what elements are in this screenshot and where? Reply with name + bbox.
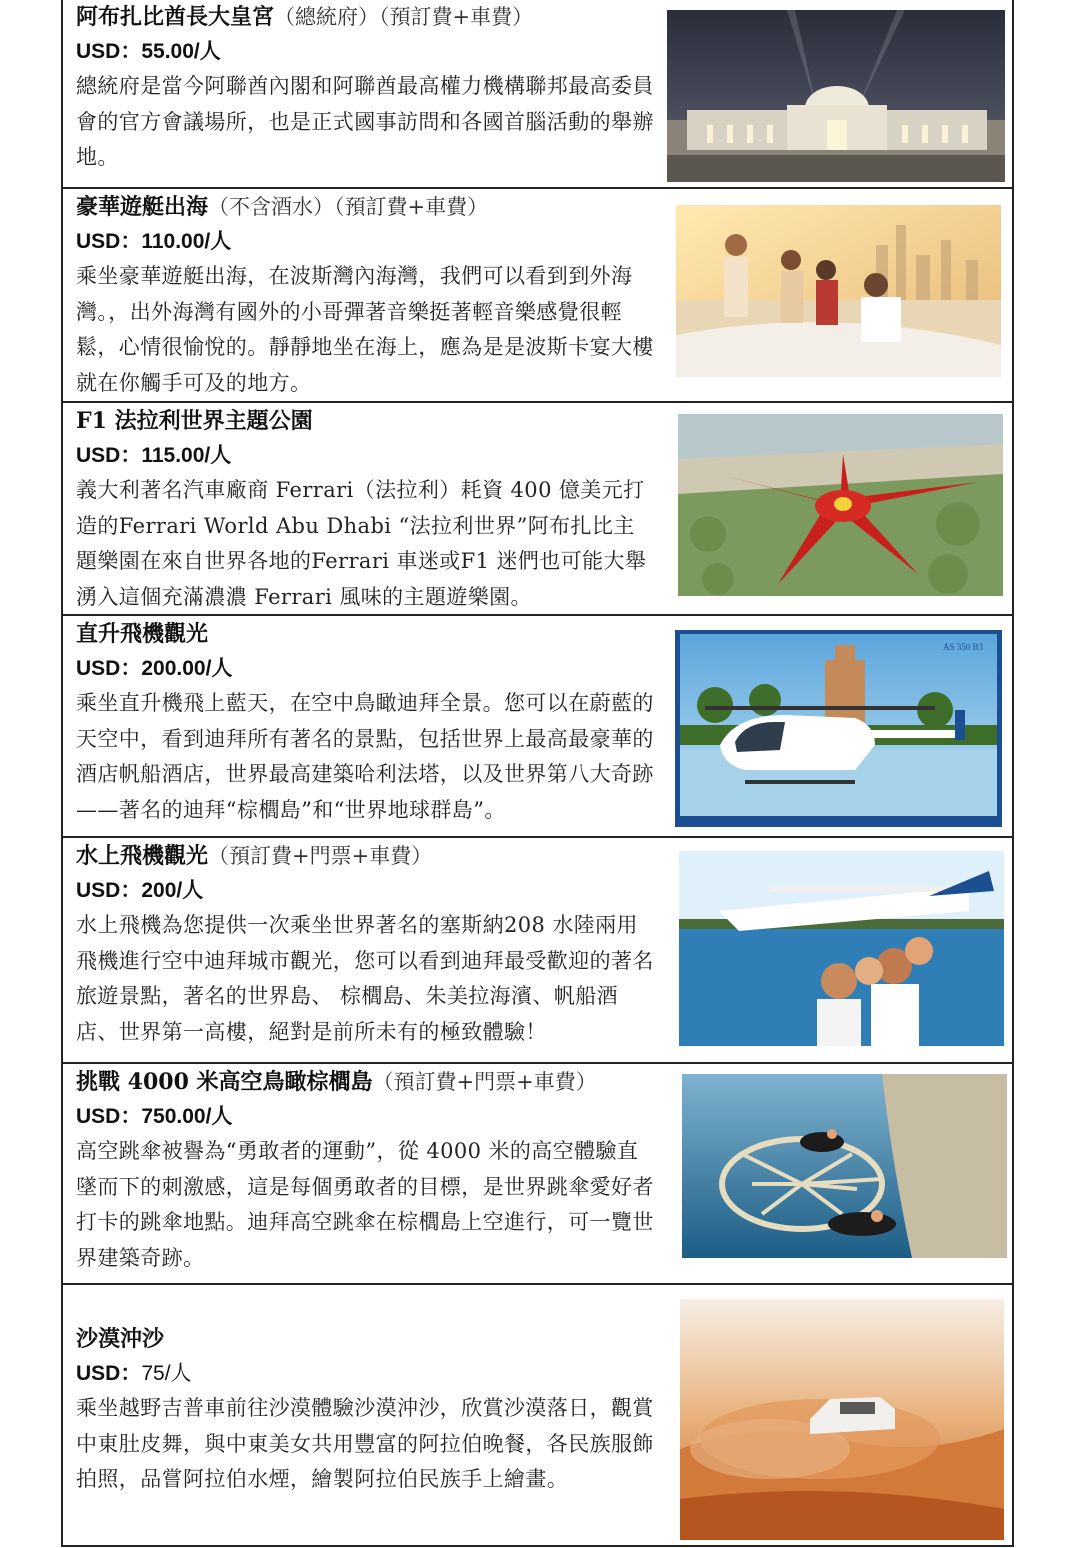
tour-title: F1 法拉利世界主題公園: [76, 408, 313, 434]
tour-price: USD：110.00/人: [76, 230, 232, 253]
tour-description: 乘坐直升機飛上藍天，在空中鳥瞰迪拜全景。您可以在蔚藍的天空中，看到迪拜所有著名的景點，包括世界上最高最豪華的酒店帆船酒店，世界最高建築哈利法塔，以及世界第八大奇跡——著名的迪拜“棕櫚島”和“世界地球群島”。: [76, 691, 654, 822]
tour-description: 乘坐越野吉普車前往沙漠體驗沙漠沖沙，欣賞沙漠落日，觀賞中東肚皮舞，與中東美女共用豐富的阿拉伯晚餐，各民族服飾拍照，品嘗阿拉伯水煙，繪製阿拉伯民族手上繪畫。: [76, 1396, 654, 1491]
tour-options-table: [61, 0, 1014, 1547]
tour-price: USD：75/人: [76, 1362, 192, 1385]
tour-price: USD：115.00/人: [76, 444, 232, 467]
helicopter-photo: [675, 630, 1002, 827]
tour-description: 水上飛機為您提供一次乘坐世界著名的塞斯納208 水陸兩用飛機進行空中迪拜城市觀光，您可以看到迪拜最受歡迎的著名旅遊景點，著名的世界島、 棕櫚島、朱美拉海濱、帆船酒店、世界第一高樓，絕對是前所未有的極致體驗！: [76, 913, 654, 1044]
tour-price: USD：55.00/人: [76, 40, 221, 63]
tour-title: 阿布扎比酋長大皇宮（總統府）（預訂費+車費）: [76, 4, 534, 30]
tour-description: 義大利著名汽車廠商 Ferrari（法拉利）耗資 400 億美元打造的Ferrari World Abu Dhabi “法拉利世界”阿布扎比主題樂園在來自世界各地的Ferrari 車迷或F1 迷們也可能大舉湧入這個充滿濃濃 Ferrari 風味的主題遊樂園。: [76, 478, 647, 609]
presidential-palace-photo: [667, 10, 1005, 182]
tour-price: USD：200/人: [76, 879, 204, 902]
ferrari-world-photo: [678, 414, 1003, 596]
tour-row-yacht: [63, 187, 1012, 401]
tour-price: USD：750.00/人: [76, 1105, 233, 1128]
tour-row-seaplane: [63, 836, 1012, 1062]
tour-description: 乘坐豪華遊艇出海，在波斯灣內海灣，我們可以看到到外海灣。，出外海灣有國外的小哥彈著音樂挺著輕音樂感覺很輕鬆，心情很愉悅的。靜靜地坐在海上，應為是是波斯卡宴大樓就在你觸手可及的地方。: [76, 264, 654, 395]
desert-jeep-photo: [680, 1299, 1004, 1540]
skydiving-palm-island-photo: [682, 1074, 1007, 1258]
yacht-party-photo: [676, 205, 1001, 377]
tour-row-desert-safari: [63, 1283, 1012, 1545]
tour-title: 水上飛機觀光（預訂費+門票+車費）: [76, 843, 433, 869]
seaplane-family-photo: [679, 851, 1004, 1046]
tour-row-helicopter: [63, 614, 1012, 836]
tour-row-ferrari-world: [63, 401, 1012, 614]
tour-title: 挑戰 4000 米高空鳥瞰棕櫚島（預訂費+門票+車費）: [76, 1069, 597, 1095]
tour-description: 總統府是當今阿聯酋內閣和阿聯酋最高權力機構聯邦最高委員會的官方會議場所，也是正式國事訪問和各國首腦活動的舉辦地。: [76, 74, 654, 169]
tour-title: 沙漠沖沙: [76, 1326, 165, 1352]
tour-title: 豪華遊艇出海（不含酒水）（預訂費+車費）: [76, 194, 489, 220]
tour-price: USD：200.00/人: [76, 657, 233, 680]
tour-title: 直升飛機觀光: [76, 621, 209, 647]
tour-description: 高空跳傘被譽為“勇敢者的運動”，從 4000 米的高空體驗直墜而下的刺激感，這是每個勇敢者的目標，是世界跳傘愛好者打卡的跳傘地點。迪拜高空跳傘在棕櫚島上空進行，可一覽世界建築奇跡。: [76, 1139, 654, 1270]
helicopter-model-label: AS 350 B3: [943, 642, 984, 652]
tour-row-presidential-palace: [63, 0, 1012, 187]
tour-row-skydiving: [63, 1062, 1012, 1283]
